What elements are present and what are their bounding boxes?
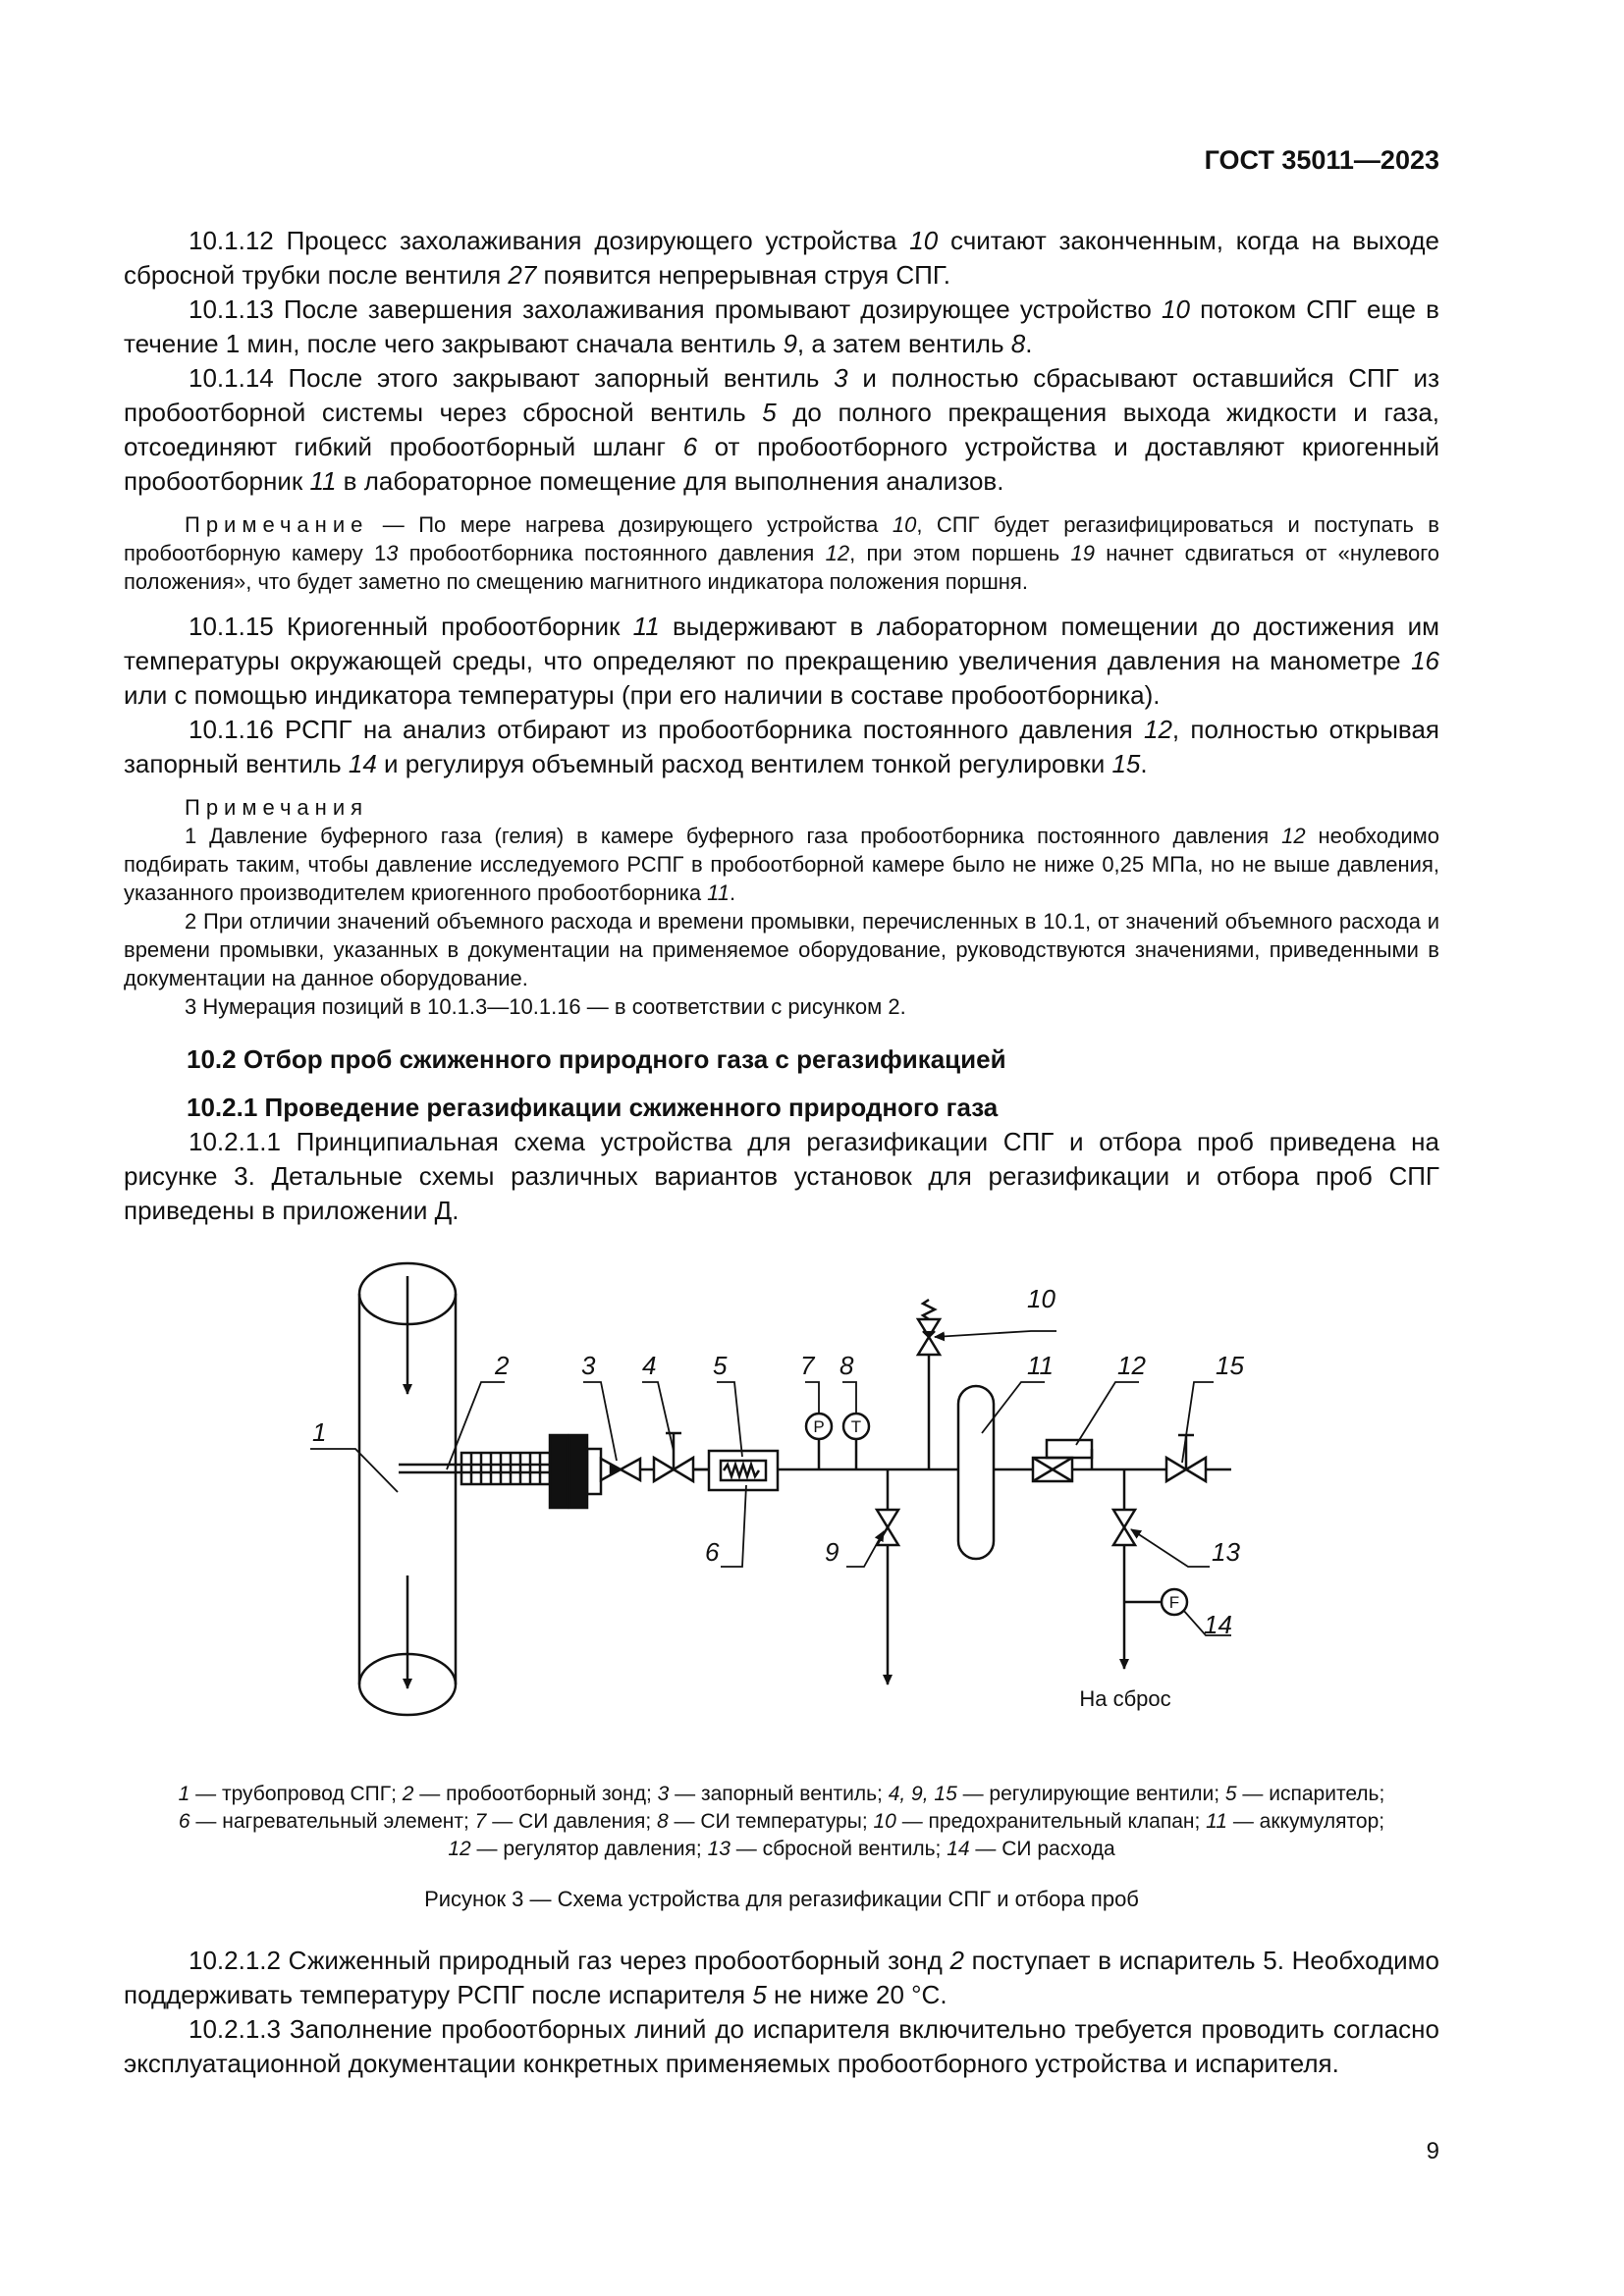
section-heading-10-2: 10.2 Отбор проб сжиженного природного газа с регазификацией bbox=[187, 1044, 1006, 1074]
control-valve-15 bbox=[1166, 1435, 1231, 1481]
document-code: ГОСТ 35011—2023 bbox=[1204, 145, 1439, 175]
discharge-label: На сброс bbox=[1079, 1686, 1171, 1711]
paragraph-10-1-15: 10.1.15 Криогенный пробоотборник 11 выдерживают в лабораторном помещении до достижения им температуры окружающей среды, что определяют по прекращению увеличения давления на манометре 16 или с помощью индикатора температуры (при его наличии в составе пробоотборника). bbox=[124, 612, 1439, 710]
safety-valve bbox=[918, 1300, 940, 1469]
flange bbox=[550, 1435, 601, 1508]
label-14: 14 bbox=[1204, 1610, 1232, 1639]
paragraph-10-2-1-2: 10.2.1.2 Сжиженный природный газ через пробоотборный зонд 2 поступает в испаритель 5. Необходимо поддерживать температуру РСПГ после испарителя 5 не ниже 20 °С. bbox=[124, 1946, 1439, 2009]
figure-title: Рисунок 3 — Схема устройства для регазификации СПГ и отбора проб bbox=[424, 1887, 1139, 1911]
paragraph-10-1-12: 10.1.12 Процесс захолаживания дозирующего устройства 10 считают законченным, когда на выходе сбросной трубки после вентиля 27 появится непрерывная струя СПГ. bbox=[124, 226, 1439, 290]
label-7: 7 bbox=[800, 1351, 815, 1380]
label-11: 11 bbox=[1027, 1351, 1054, 1380]
label-13: 13 bbox=[1212, 1537, 1240, 1567]
body-text-after-figure bbox=[124, 1944, 1439, 2081]
label-12: 12 bbox=[1117, 1351, 1146, 1380]
label-8: 8 bbox=[839, 1351, 854, 1380]
label-15: 15 bbox=[1216, 1351, 1244, 1380]
flow-letter: F bbox=[1168, 1593, 1180, 1612]
label-2: 2 bbox=[495, 1351, 510, 1380]
callout-leaders bbox=[310, 1331, 1231, 1635]
pressure-letter: P bbox=[813, 1417, 825, 1436]
control-valve-9 bbox=[877, 1469, 898, 1684]
page-number: 9 bbox=[1426, 2138, 1439, 2164]
figure-legend: 1 — трубопровод СПГ; 2 — пробоотборный зонд; 3 — запорный вентиль; 4, 9, 15 — регулирующие вентили; 5 — испаритель; 6 — нагревательный элемент; 7 — СИ давления; 8 — СИ температуры; 10 — предохранительный клапан; 11 — аккумулятор; 12 — регулятор давления; 13 — сбросной вентиль; 14 — СИ расхода bbox=[178, 1783, 1385, 1860]
paragraph-10-1-13: 10.1.13 После завершения захолаживания промывают дозирующее устройство 10 потоком СПГ еще в течение 1 мин, после чего закрывают сначала вентиль 9, а затем вентиль 8. bbox=[124, 294, 1439, 358]
note-2: 2 При отличии значений объемного расхода и времени промывки, перечисленных в 10.1, от значений объемного расхода и времени промывки, указанных в документации на применяемое оборудование, руководствуются значениями, приведенными в документации на данное оборудование. bbox=[124, 909, 1439, 990]
section-heading-10-2-1: 10.2.1 Проведение регазификации сжиженного природного газа bbox=[187, 1093, 999, 1122]
paragraph-10-2-1-3: 10.2.1.3 Заполнение пробоотборных линий до испарителя включительно требуется проводить согласно эксплуатационной документации конкретных применяемых пробоотборного устройства и испарителя. bbox=[124, 2014, 1439, 2078]
accumulator bbox=[958, 1386, 994, 1559]
paragraph-10-1-16: 10.1.16 РСПГ на анализ отбирают из пробоотборника постоянного давления 12, полностью открывая запорный вентиль 14 и регулируя объемный расход вентилем тонкой регулировки 15. bbox=[124, 715, 1439, 778]
label-6: 6 bbox=[705, 1537, 720, 1567]
control-valve-4 bbox=[654, 1433, 693, 1481]
label-9: 9 bbox=[825, 1537, 839, 1567]
sampling-probe bbox=[399, 1453, 550, 1484]
label-1: 1 bbox=[312, 1417, 327, 1447]
label-10: 10 bbox=[1027, 1284, 1056, 1313]
discharge-valve-13 bbox=[1113, 1469, 1135, 1669]
note-1: 1 Давление буферного газа (гелия) в камере буферного газа пробоотборника постоянного давления 12 необходимо подбирать таким, чтобы давление исследуемого РСПГ в пробоотборной камере было не ниже 0,25 МПа, но не выше давления, указанного производителем криогенного пробоотборника 11. bbox=[124, 824, 1440, 905]
label-5: 5 bbox=[713, 1351, 728, 1380]
paragraph-10-1-14: 10.1.14 После этого закрывают запорный вентиль 3 и полностью сбрасывают оставшийся СПГ из пробоотборной системы через сбросной вентиль 5 до полного прекращения выхода жидкости и газа, отсоединяют гибкий пробоотборный шланг 6 от пробоотборного устройства и доставляют криогенный пробоотборник 11 в лабораторное помещение для выполнения анализов. bbox=[124, 363, 1440, 496]
paragraph-10-2-1-1: 10.2.1.1 Принципиальная схема устройства для регазификации СПГ и отбора проб приведена на рисунке 3. Детальные схемы различных вариантов установок для регазификации и отбора проб СПГ приведены в приложении Д. bbox=[124, 1127, 1439, 1225]
note-3: 3 Нумерация позиций в 10.1.3—10.1.16 — в соответствии с рисунком 2. bbox=[185, 994, 906, 1019]
label-3: 3 bbox=[581, 1351, 596, 1380]
vaporizer bbox=[693, 1451, 929, 1490]
pressure-regulator bbox=[1033, 1440, 1092, 1481]
lng-pipeline bbox=[359, 1263, 456, 1715]
body-text bbox=[124, 224, 1439, 1228]
notes-heading: Примечания bbox=[185, 795, 369, 820]
label-4: 4 bbox=[642, 1351, 657, 1380]
temperature-letter: T bbox=[850, 1417, 862, 1436]
shutoff-valve-3 bbox=[601, 1459, 640, 1480]
note-after-10-1-14: Примечание — По мере нагрева дозирующего устройства 10, СПГ будет регазифицироваться и поступать в пробоотборную камеру 13 пробоотборника постоянного давления 12, при этом поршень 19 начнет сдвигаться от «нулевого положения», что будет заметно по смещению магнитного индикатора положения поршня. bbox=[124, 512, 1440, 594]
regasification-scheme-diagram bbox=[124, 1252, 1439, 1801]
